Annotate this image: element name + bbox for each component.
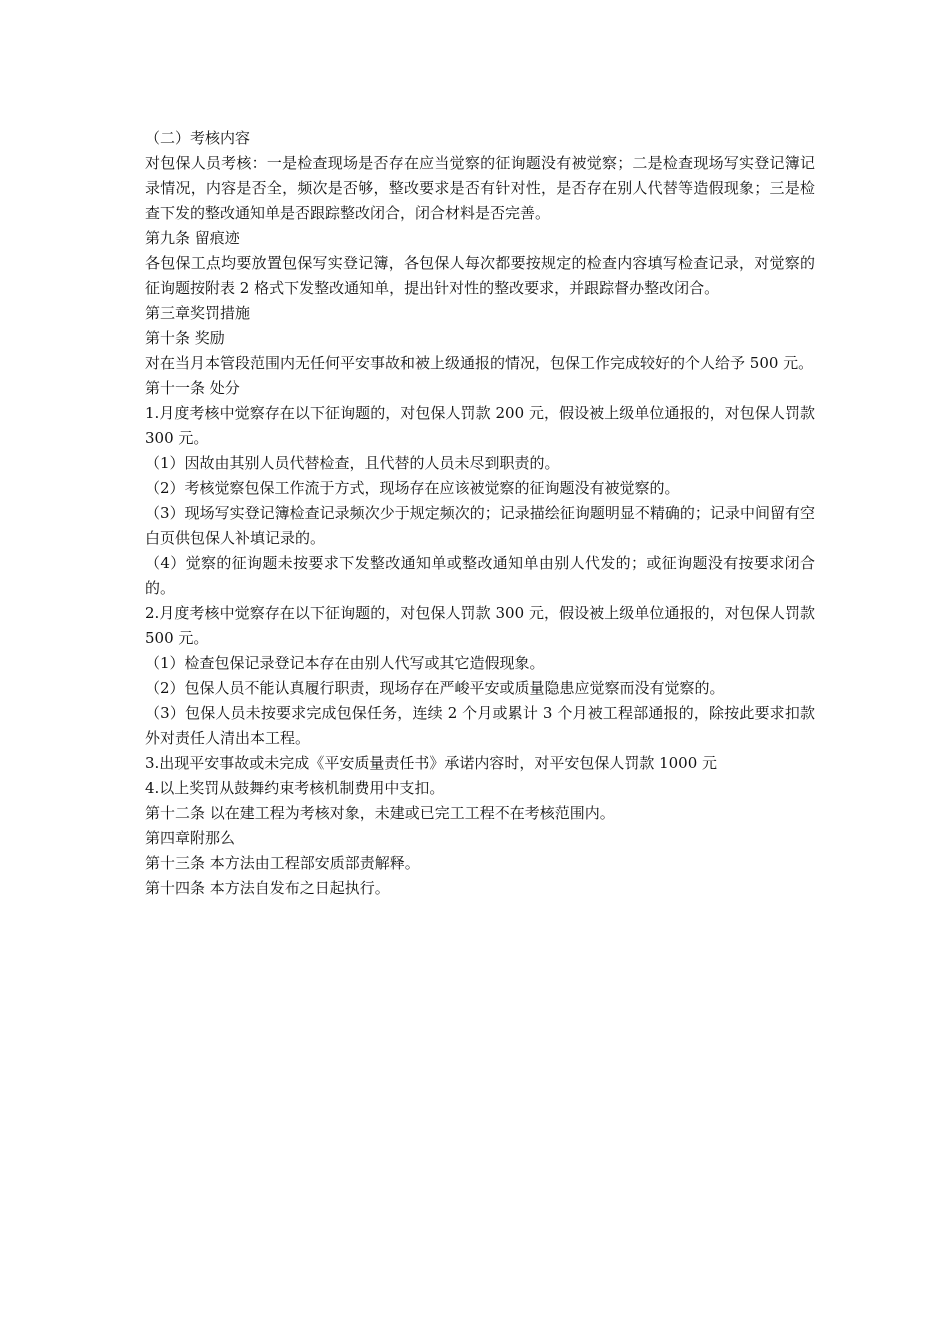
article-9-body: 各包保工点均要放置包保写实登记簿，各包保人每次都要按规定的检查内容填写检查记录，对觉察的征询题按附表 2 格式下发整改通知单，提出针对性的整改要求，并跟踪督办整改闭合。 <box>145 254 815 297</box>
article-11-item-1-sub-4: （4）觉察的征询题未按要求下发整改通知单或整改通知单由别人代发的；或征询题没有按要求闭合的。 <box>145 554 815 597</box>
article-13: 第十三条 本方法由工程部安质部责解释。 <box>145 854 420 872</box>
document-page <box>145 126 815 901</box>
article-11-item-2-sub-1: （1）检查包保记录登记本存在由别人代写或其它造假现象。 <box>145 654 545 672</box>
article-11-item-1-sub-2: （2）考核觉察包保工作流于方式，现场存在应该被觉察的征询题没有被觉察的。 <box>145 479 680 497</box>
article-9-heading: 第九条 留痕迹 <box>145 229 240 247</box>
article-11-item-3: 3.出现平安事故或未完成《平安质量责任书》承诺内容时，对平安包保人罚款 1000 元 <box>145 754 718 772</box>
article-11-item-2-sub-3: （3）包保人员未按要求完成包保任务，连续 2 个月或累计 3 个月被工程部通报的，除按此要求扣款外对责任人清出本工程。 <box>145 704 815 747</box>
article-14: 第十四条 本方法自发布之日起执行。 <box>145 879 390 897</box>
article-11-item-2-sub-2: （2）包保人员不能认真履行职责，现场存在严峻平安或质量隐患应觉察而没有觉察的。 <box>145 679 725 697</box>
article-11-heading: 第十一条 处分 <box>145 379 240 397</box>
article-11-item-1: 1.月度考核中觉察存在以下征询题的，对包保人罚款 200 元，假设被上级单位通报的，对包保人罚款 300 元。 <box>145 404 815 447</box>
chapter-4-heading: 第四章附那么 <box>145 829 236 847</box>
article-11-item-2: 2.月度考核中觉察存在以下征询题的，对包保人罚款 300 元，假设被上级单位通报的，对包保人罚款 500 元。 <box>145 604 815 647</box>
article-12: 第十二条 以在建工程为考核对象，未建或已完工工程不在考核范围内。 <box>145 804 615 822</box>
article-11-item-1-sub-3: （3）现场写实登记簿检查记录频次少于规定频次的；记录描绘征询题明显不精确的；记录中间留有空白页供包保人补填记录的。 <box>145 504 815 547</box>
article-11-item-4: 4.以上奖罚从鼓舞约束考核机制费用中支扣。 <box>145 779 445 797</box>
section-heading-assessment-content: （二）考核内容 <box>145 129 251 147</box>
article-11-item-1-sub-1: （1）因故由其别人员代替检查，且代替的人员未尽到职责的。 <box>145 454 560 472</box>
paragraph-assessment-of-staff: 对包保人员考核：一是检查现场是否存在应当觉察的征询题没有被觉察；二是检查现场写实登记簿记录情况，内容是否全，频次是否够，整改要求是否有针对性，是否存在别人代替等造假现象；三是检查下发的整改通知单是否跟踪整改闭合，闭合材料是否完善。 <box>145 154 815 222</box>
article-10-heading: 第十条 奖励 <box>145 329 225 347</box>
article-10-body: 对在当月本管段范围内无任何平安事故和被上级通报的情况，包保工作完成较好的个人给予 500 元。 <box>145 354 814 372</box>
chapter-3-heading: 第三章奖罚措施 <box>145 304 251 322</box>
